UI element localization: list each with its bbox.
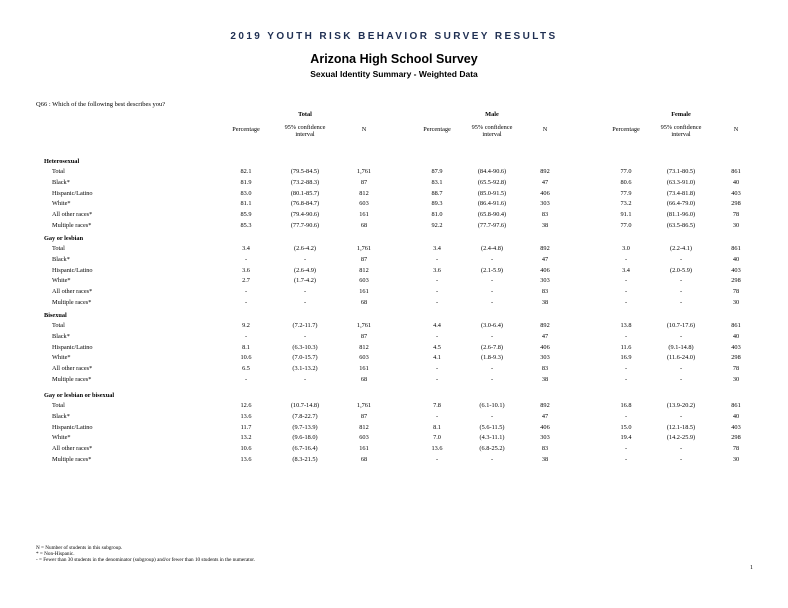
cell-n: 1,761 (356, 402, 372, 409)
cell-ci: - (490, 332, 494, 340)
cell-n: 603 (359, 277, 369, 285)
footnote-n: N = Number of students in this subgroup. (36, 545, 123, 551)
cell-percentage: 89.3 (431, 200, 443, 208)
cell-percentage: 10.6 (240, 445, 252, 453)
cell-percentage: - (244, 288, 248, 296)
cell-n: 40 (732, 255, 740, 263)
cell-n: 812 (359, 189, 369, 197)
cell-ci: (13.9-20.2) (666, 402, 696, 409)
cell-n: 78 (732, 365, 740, 373)
cell-ci: (2.6-4.2) (293, 245, 317, 252)
cell-n: 47 (541, 255, 549, 263)
cell-percentage: 85.9 (240, 211, 252, 219)
cell-percentage: 13.6 (431, 445, 443, 453)
row-label: Black* (52, 412, 70, 420)
cell-n: 861 (731, 245, 741, 252)
cell-ci: - (679, 445, 683, 453)
cell-percentage: - (624, 445, 628, 453)
page-subtitle: Sexual Identity Summary - Weighted Data (310, 69, 478, 79)
cell-ci: (6.3-10.3) (292, 343, 318, 351)
cell-n: 861 (731, 168, 741, 175)
cell-ci: (79.4-90.6) (290, 211, 320, 219)
cell-n: 30 (732, 299, 740, 306)
cell-percentage: 13.6 (240, 456, 252, 463)
cell-n: 78 (732, 211, 740, 219)
row-label: All other races* (52, 445, 93, 453)
footnote-star: * = Non-Hispanic. (36, 551, 75, 557)
cell-n: 603 (359, 434, 369, 442)
cell-percentage: 6.5 (242, 365, 250, 373)
cell-n: 38 (541, 456, 549, 463)
cell-percentage: - (624, 277, 628, 285)
cell-percentage: - (244, 299, 248, 306)
cell-ci: (63.5-86.5) (666, 222, 696, 229)
column-head-percentage: Percentage (423, 126, 451, 133)
cell-ci: (9.1-14.8) (668, 343, 694, 351)
cell-ci: (84.4-90.6) (477, 168, 507, 175)
cell-ci: (2.1-5.9) (480, 266, 504, 274)
cell-percentage: 13.6 (240, 412, 252, 420)
cell-percentage: 73.2 (620, 200, 632, 208)
cell-ci: (3.0-6.4) (480, 322, 504, 329)
cell-n: 303 (540, 354, 550, 362)
cell-n: 87 (360, 332, 368, 340)
cell-percentage: 80.6 (620, 178, 632, 186)
cell-ci: (3.1-13.2) (292, 365, 318, 373)
cell-percentage: 3.4 (433, 245, 441, 252)
cell-ci: (2.4-4.8) (480, 245, 504, 252)
cell-ci: (4.3-11.1) (479, 434, 505, 442)
cell-percentage: 7.8 (433, 402, 441, 409)
cell-n: 161 (359, 288, 369, 296)
row-label: Total (52, 168, 65, 175)
footnote-dash: - = Fewer than 30 students in the denominator (subgroup) and/or fewer than 10 students in the numerator. (36, 557, 256, 563)
row-label: White* (52, 354, 71, 362)
cell-percentage: 11.6 (620, 343, 632, 351)
cell-ci: (1.8-9.3) (480, 354, 504, 362)
cell-n: 298 (731, 354, 741, 362)
cell-ci: (1.7-4.2) (293, 277, 317, 285)
cell-percentage: 11.7 (240, 423, 252, 431)
cell-n: 78 (732, 288, 740, 296)
cell-n: 87 (360, 255, 368, 263)
cell-percentage: 88.7 (431, 189, 443, 197)
cell-ci: - (303, 299, 307, 306)
cell-percentage: 3.4 (242, 245, 250, 252)
cell-percentage: - (244, 376, 248, 383)
cell-percentage: 3.0 (622, 245, 630, 252)
cell-percentage: 13.2 (240, 434, 252, 442)
cell-percentage: 77.9 (620, 189, 632, 197)
cell-ci: - (303, 332, 307, 340)
cell-ci: (86.4-91.6) (477, 200, 507, 208)
cell-ci: - (490, 288, 494, 296)
column-head-percentage: Percentage (612, 126, 640, 133)
cell-ci: - (490, 277, 494, 285)
cell-ci: (7.8-22.7) (292, 412, 318, 420)
cell-ci: - (679, 365, 683, 373)
section-title: Heterosexual (44, 158, 80, 165)
column-head-ci: 95% confidence interval (284, 124, 326, 138)
column-group-total: Total (298, 111, 312, 118)
cell-percentage: 16.8 (620, 402, 632, 409)
cell-percentage: 77.0 (620, 168, 632, 175)
cell-n: 403 (731, 266, 741, 274)
cell-ci: (6.8-25.2) (479, 445, 505, 453)
cell-percentage: 8.1 (242, 343, 250, 351)
cell-ci: - (303, 288, 307, 296)
cell-n: 892 (540, 168, 550, 175)
cell-n: 298 (731, 434, 741, 442)
cell-n: 892 (540, 402, 550, 409)
page-title: Arizona High School Survey (310, 52, 478, 66)
cell-ci: (73.2-88.3) (290, 178, 320, 186)
cell-n: 83 (541, 211, 549, 219)
cell-ci: (10.7-14.8) (290, 402, 320, 409)
cell-percentage: - (435, 332, 439, 340)
cell-n: 40 (732, 412, 740, 420)
column-head-ci: 95% confidence interval (660, 124, 702, 138)
cell-n: 812 (359, 343, 369, 351)
cell-n: 83 (541, 288, 549, 296)
cell-ci: - (490, 299, 494, 306)
cell-ci: - (679, 412, 683, 420)
row-label: Hispanic/Latino (52, 423, 93, 431)
cell-n: 298 (731, 277, 741, 285)
cell-n: 406 (540, 266, 550, 274)
column-head-ci: 95% confidence interval (471, 124, 513, 138)
cell-ci: (79.5-84.5) (290, 168, 320, 175)
row-label: White* (52, 200, 71, 208)
cell-percentage: 3.6 (433, 266, 441, 274)
cell-percentage: 77.0 (620, 222, 632, 229)
cell-ci: (77.7-97.6) (477, 222, 507, 229)
cell-ci: (65.5-92.8) (477, 178, 507, 186)
row-label: Total (52, 245, 65, 252)
cell-ci: - (679, 299, 683, 306)
cell-n: 303 (540, 200, 550, 208)
cell-n: 83 (541, 365, 549, 373)
cell-n: 38 (541, 222, 549, 229)
survey-banner: 2019 YOUTH RISK BEHAVIOR SURVEY RESULTS (230, 31, 558, 42)
cell-percentage: - (435, 255, 439, 263)
cell-ci: - (679, 288, 683, 296)
cell-n: 298 (731, 200, 741, 208)
row-label: Multiple races* (52, 222, 92, 229)
row-label: Multiple races* (52, 456, 92, 463)
cell-n: 30 (732, 222, 740, 229)
cell-percentage: 91.1 (620, 211, 632, 219)
cell-percentage: 16.9 (620, 354, 632, 362)
cell-percentage: - (244, 255, 248, 263)
cell-n: 161 (359, 365, 369, 373)
column-group-male: Male (485, 111, 499, 118)
cell-ci: - (679, 277, 683, 285)
cell-percentage: - (244, 332, 248, 340)
cell-ci: (81.1-96.0) (666, 211, 696, 219)
cell-percentage: 19.4 (620, 434, 632, 442)
cell-percentage: 85.3 (240, 222, 252, 229)
cell-ci: (2.6-7.8) (480, 343, 504, 351)
cell-n: 603 (359, 354, 369, 362)
cell-ci: (73.1-80.5) (666, 168, 696, 175)
cell-percentage: - (624, 299, 628, 306)
cell-percentage: 9.2 (242, 322, 250, 329)
row-label: Black* (52, 332, 70, 340)
cell-percentage: - (435, 299, 439, 306)
cell-n: 68 (360, 299, 368, 306)
cell-ci: (65.8-90.4) (477, 211, 507, 219)
cell-ci: - (490, 255, 494, 263)
cell-ci: (66.4-79.0) (666, 200, 696, 208)
cell-n: 40 (732, 332, 740, 340)
cell-percentage: 10.6 (240, 354, 252, 362)
cell-n: 40 (732, 178, 740, 186)
cell-percentage: 87.9 (431, 168, 443, 175)
cell-ci: (7.2-11.7) (292, 322, 318, 329)
cell-n: 161 (359, 211, 369, 219)
cell-percentage: - (435, 288, 439, 296)
cell-percentage: 92.2 (431, 222, 443, 229)
row-label: Black* (52, 178, 70, 186)
cell-percentage: 83.1 (431, 178, 443, 186)
cell-percentage: 4.1 (433, 354, 441, 362)
cell-n: 68 (360, 222, 368, 229)
cell-percentage: - (624, 376, 628, 383)
cell-percentage: 8.1 (433, 423, 441, 431)
cell-percentage: 83.0 (240, 189, 252, 197)
cell-ci: (77.7-90.6) (290, 222, 320, 229)
cell-ci: (85.0-91.5) (477, 189, 507, 197)
cell-n: 83 (541, 445, 549, 453)
cell-n: 161 (359, 445, 369, 453)
row-label: Hispanic/Latino (52, 343, 93, 351)
cell-percentage: 2.7 (242, 277, 250, 285)
cell-n: 892 (540, 322, 550, 329)
cell-ci: (9.7-13.9) (292, 423, 318, 431)
row-label: Multiple races* (52, 376, 92, 383)
cell-ci: (7.0-15.7) (292, 354, 318, 362)
cell-percentage: 15.0 (620, 423, 632, 431)
cell-n: 603 (359, 200, 369, 208)
cell-ci: (9.6-18.0) (292, 434, 318, 442)
cell-n: 38 (541, 376, 549, 383)
cell-ci: (2.2-4.1) (669, 245, 693, 252)
cell-percentage: - (435, 412, 439, 420)
cell-n: 812 (359, 423, 369, 431)
row-label: Hispanic/Latino (52, 189, 93, 197)
cell-n: 406 (540, 343, 550, 351)
row-label: White* (52, 277, 71, 285)
cell-ci: (5.6-11.5) (479, 423, 505, 431)
cell-n: 30 (732, 456, 740, 463)
cell-percentage: 3.6 (242, 266, 250, 274)
cell-n: 87 (360, 412, 368, 420)
cell-percentage: 81.0 (431, 211, 443, 219)
column-head-n: N (733, 126, 739, 133)
cell-n: 47 (541, 332, 549, 340)
cell-ci: - (490, 376, 494, 383)
column-head-percentage: Percentage (232, 126, 260, 133)
cell-percentage: 82.1 (240, 168, 252, 175)
cell-n: 68 (360, 376, 368, 383)
cell-percentage: 7.0 (433, 434, 441, 442)
cell-percentage: - (624, 332, 628, 340)
row-label: White* (52, 434, 71, 442)
row-label: All other races* (52, 288, 93, 296)
cell-ci: (2.0-5.9) (669, 266, 693, 274)
cell-ci: - (303, 376, 307, 383)
cell-n: 1,761 (356, 322, 372, 329)
cell-percentage: 12.6 (240, 402, 252, 409)
cell-percentage: - (435, 277, 439, 285)
cell-n: 47 (541, 412, 549, 420)
cell-n: 861 (731, 322, 741, 329)
cell-ci: (76.8-84.7) (290, 200, 320, 208)
row-label: All other races* (52, 365, 93, 373)
cell-n: 403 (731, 343, 741, 351)
cell-n: 30 (732, 376, 740, 383)
cell-n: 812 (359, 266, 369, 274)
column-group-female: Female (671, 111, 691, 118)
cell-ci: (73.4-81.8) (666, 189, 696, 197)
cell-ci: (12.1-18.5) (666, 423, 696, 431)
cell-n: 87 (360, 178, 368, 186)
cell-ci: (63.3-91.0) (666, 178, 696, 186)
page-number: 1 (750, 565, 753, 571)
cell-n: 78 (732, 445, 740, 453)
cell-ci: (10.7-17.6) (666, 322, 696, 329)
cell-n: 303 (540, 434, 550, 442)
cell-n: 38 (541, 299, 549, 306)
cell-ci: (6.7-16.4) (292, 445, 318, 453)
section-title: Bisexual (44, 312, 67, 319)
row-label: Total (52, 322, 65, 329)
cell-percentage: 13.8 (620, 322, 632, 329)
question-text: Q66 : Which of the following best describes you? (36, 101, 166, 108)
cell-percentage: - (624, 456, 628, 463)
cell-percentage: 3.4 (622, 266, 630, 274)
cell-n: 406 (540, 423, 550, 431)
cell-n: 47 (541, 178, 549, 186)
row-label: Black* (52, 255, 70, 263)
cell-ci: - (490, 456, 494, 463)
cell-ci: (80.1-85.7) (290, 189, 320, 197)
cell-ci: (6.1-10.1) (479, 402, 505, 409)
cell-ci: - (679, 456, 683, 463)
row-label: All other races* (52, 211, 93, 219)
cell-percentage: 4.4 (433, 322, 441, 329)
cell-ci: - (303, 255, 307, 263)
cell-n: 406 (540, 189, 550, 197)
cell-n: 403 (731, 423, 741, 431)
column-head-n: N (542, 126, 548, 133)
cell-n: 403 (731, 189, 741, 197)
cell-n: 68 (360, 456, 368, 463)
cell-percentage: - (435, 376, 439, 383)
cell-percentage: 81.1 (240, 200, 252, 208)
cell-percentage: - (435, 456, 439, 463)
cell-percentage: - (624, 412, 628, 420)
column-head-n: N (361, 126, 367, 133)
cell-n: 1,761 (356, 168, 372, 175)
cell-ci: (2.6-4.9) (293, 266, 317, 274)
row-label: Hispanic/Latino (52, 266, 93, 274)
cell-percentage: - (624, 365, 628, 373)
cell-n: 1,761 (356, 245, 372, 252)
section-title: Gay or lesbian or bisexual (44, 392, 115, 399)
row-label: Total (52, 402, 65, 409)
cell-ci: (8.3-21.5) (292, 456, 318, 463)
cell-ci: - (679, 332, 683, 340)
cell-ci: - (490, 365, 494, 373)
cell-percentage: 81.9 (240, 178, 252, 186)
cell-n: 892 (540, 245, 550, 252)
cell-n: 303 (540, 277, 550, 285)
cell-percentage: 4.5 (433, 343, 441, 351)
cell-ci: (11.6-24.0) (666, 354, 696, 362)
section-title: Gay or lesbian (44, 235, 84, 242)
cell-percentage: - (435, 365, 439, 373)
cell-ci: - (679, 255, 683, 263)
cell-ci: - (679, 376, 683, 383)
cell-ci: (14.2-25.9) (666, 434, 696, 442)
row-label: Multiple races* (52, 299, 92, 306)
cell-n: 861 (731, 402, 741, 409)
cell-percentage: - (624, 255, 628, 263)
cell-percentage: - (624, 288, 628, 296)
cell-ci: - (490, 412, 494, 420)
